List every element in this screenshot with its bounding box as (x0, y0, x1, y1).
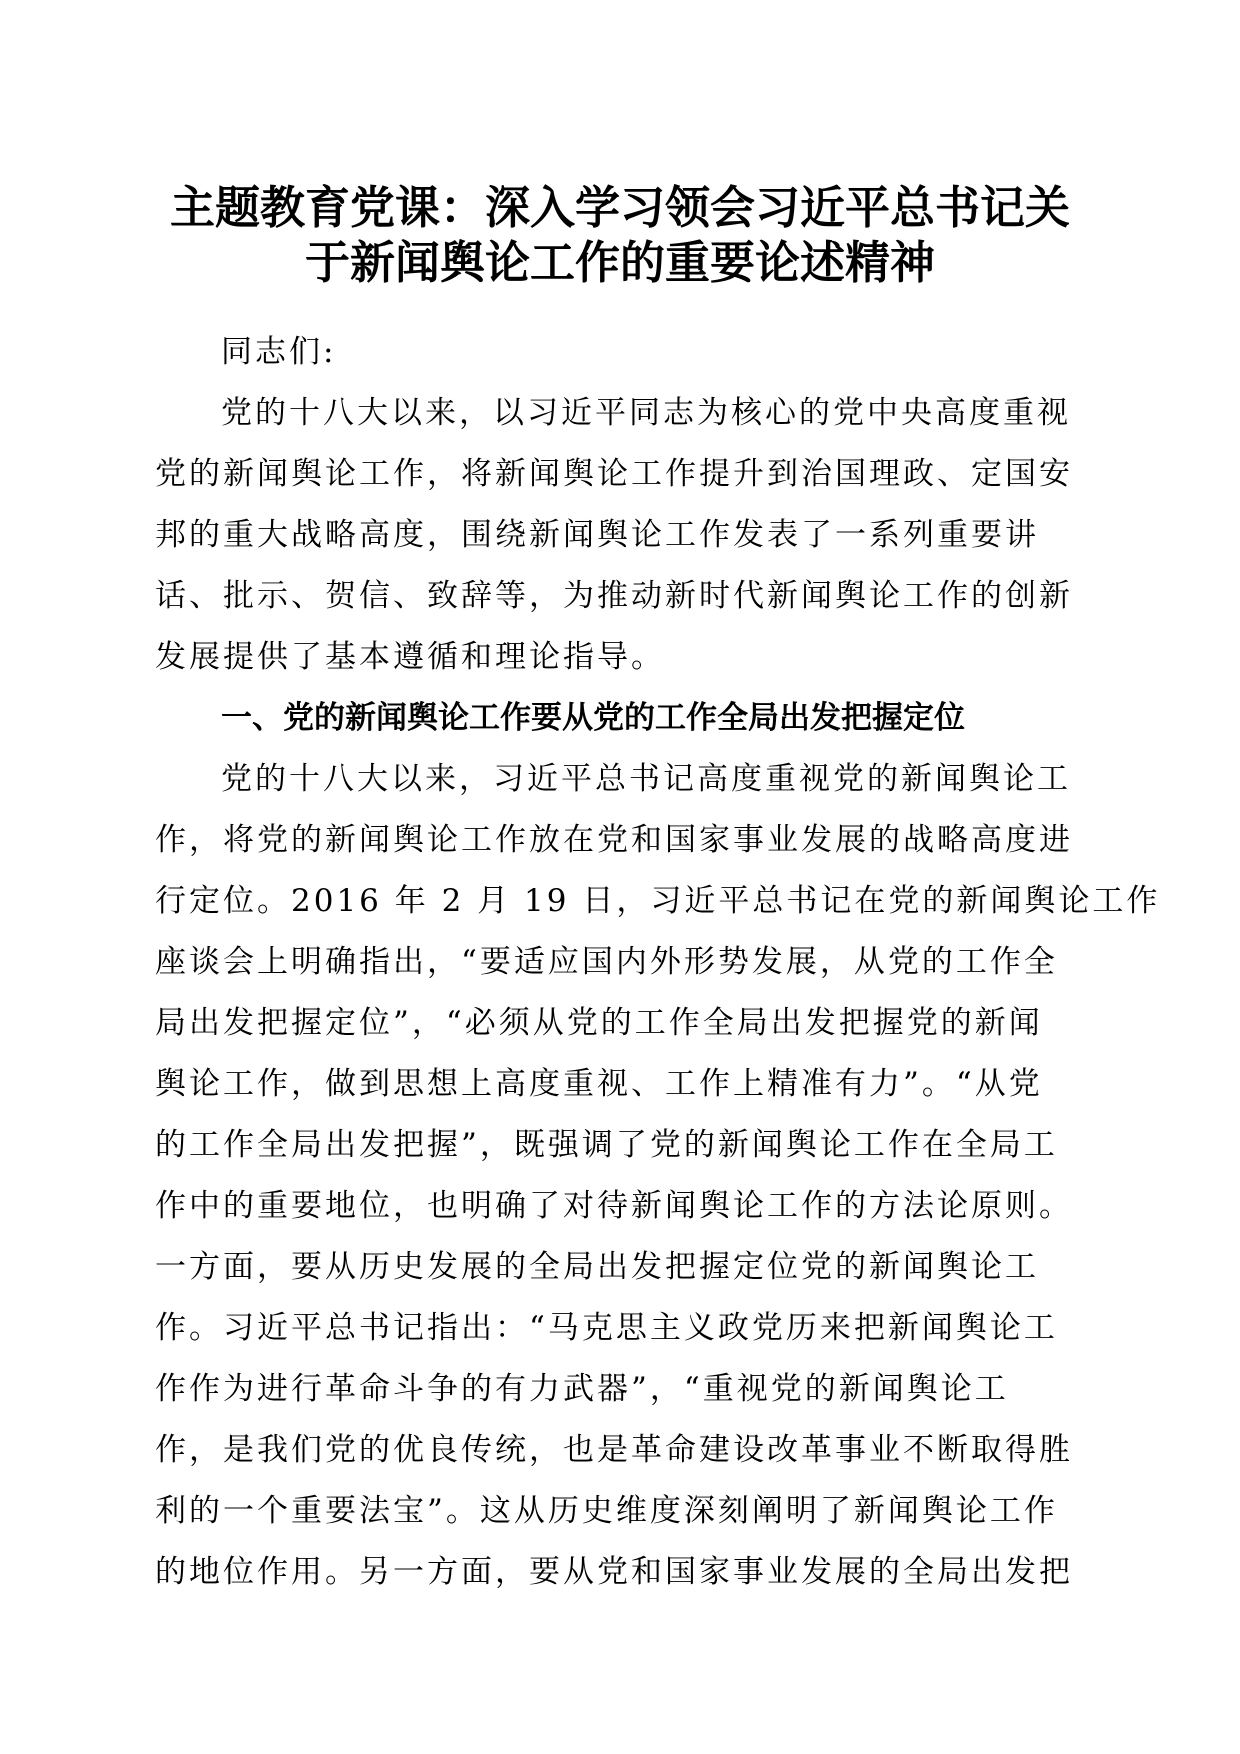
section-line-10: 作。习近平总书记指出：“马克思主义政党历来把新闻舆论工 (155, 1310, 1058, 1346)
intro-line-1: 党的十八大以来，以习近平同志为核心的党中央高度重视 (221, 395, 1071, 431)
intro-line-5: 发展提供了基本遵循和理论指导。 (155, 639, 665, 675)
section-line-3: 行定位。2016 年 2 月 19 日，习近平总书记在党的新闻舆论工作 (155, 883, 1161, 919)
section-line-9: 一方面，要从历史发展的全局出发把握定位党的新闻舆论工 (155, 1249, 1039, 1285)
section-line-4: 座谈会上明确指出，“要适应国内外形势发展，从党的工作全 (155, 944, 1058, 980)
section-line-2: 作，将党的新闻舆论工作放在党和国家事业发展的战略高度进 (155, 822, 1073, 858)
section-line-12: 作，是我们党的优良传统，也是革命建设改革事业不断取得胜 (155, 1432, 1073, 1468)
section-line-1: 党的十八大以来，习近平总书记高度重视党的新闻舆论工 (221, 761, 1071, 797)
intro-line-2: 党的新闻舆论工作，将新闻舆论工作提升到治国理政、定国安 (155, 456, 1073, 492)
title-line-2: 于新闻舆论工作的重要论述精神 (304, 236, 935, 289)
document-body (155, 322, 1161, 1603)
section-line-11: 作作为进行革命斗争的有力武器”，“重视党的新闻舆论工 (155, 1371, 1009, 1407)
title-line-1: 主题教育党课：深入学习领会习近平总书记关 (169, 181, 1070, 234)
section-line-13: 利的一个重要法宝”。这从历史维度深刻阐明了新闻舆论工作 (155, 1493, 1058, 1529)
salutation: 同志们: (221, 334, 337, 370)
section-line-7: 的工作全局出发把握”，既强调了党的新闻舆论工作在全局工 (155, 1127, 1058, 1163)
section-line-6: 舆论工作，做到思想上高度重视、工作上精准有力”。“从党 (155, 1066, 1043, 1102)
document-title (140, 180, 1100, 290)
intro-line-3: 邦的重大战略高度，围绕新闻舆论工作发表了一系列重要讲 (155, 517, 1039, 553)
section-line-5: 局出发把握定位”，“必须从党的工作全局出发把握党的新闻 (155, 1005, 1043, 1041)
section-line-14: 的地位作用。另一方面，要从党和国家事业发展的全局出发把 (155, 1554, 1073, 1590)
section-line-8: 作中的重要地位，也明确了对待新闻舆论工作的方法论原则。 (155, 1188, 1073, 1224)
intro-line-4: 话、批示、贺信、致辞等，为推动新时代新闻舆论工作的创新 (155, 578, 1073, 614)
section-heading: 一、党的新闻舆论工作要从党的工作全局出发把握定位 (221, 700, 965, 736)
